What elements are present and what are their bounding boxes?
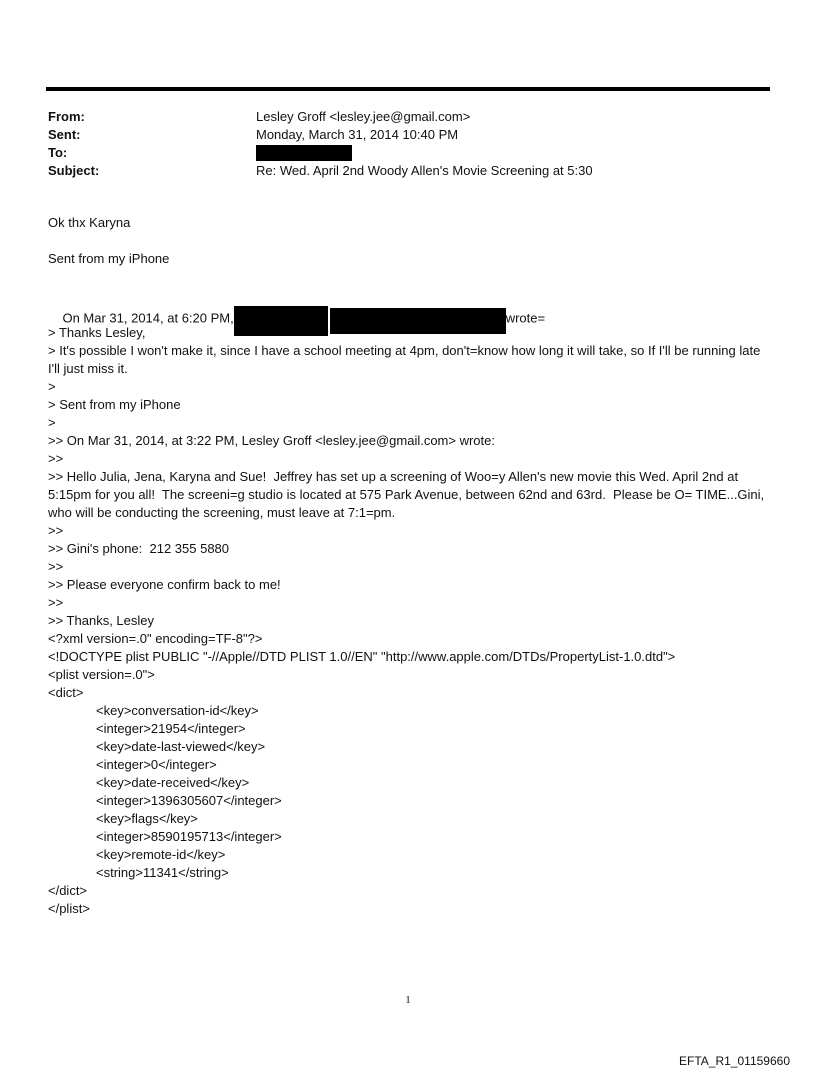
- plist-inner-line: <key>date-received</key>: [96, 775, 250, 790]
- quoted-line: >> On Mar 31, 2014, at 3:22 PM, Lesley Groff <lesley.jee@gmail.com> wrote:: [48, 433, 495, 448]
- on-suffix-text: wrote=: [505, 310, 546, 326]
- plist-inner-line: <integer>1396305607</integer>: [96, 793, 282, 808]
- sender-name-redaction: [234, 306, 328, 336]
- plist-inner-line: <integer>8590195713</integer>: [96, 829, 282, 844]
- plist-close-line: </plist>: [48, 901, 90, 916]
- quoted-line: >: [48, 415, 56, 430]
- quoted-line: >>: [48, 451, 64, 466]
- page-number: 1: [405, 994, 411, 1006]
- plist-inner-line: <string>11341</string>: [96, 865, 229, 880]
- plist-inner-line: <key>date-last-viewed</key>: [96, 739, 266, 754]
- quoted-line: > Thanks Lesley,: [48, 325, 146, 340]
- plist-inner-line: <key>flags</key>: [96, 811, 198, 826]
- on-prefix-text: On Mar 31, 2014, at 6:20 PM,: [62, 310, 234, 326]
- quoted-line: >> Please everyone confirm back to me!: [48, 577, 281, 592]
- signature-text: Sent from my iPhone: [48, 251, 170, 266]
- quoted-line: >>: [48, 595, 64, 610]
- quoted-line: > It's possible I won't make it, since I have a school meeting at 4pm, don't=know how long it will take, so If I'll be running late I'll just miss it.: [48, 343, 764, 376]
- bates-number: EFTA_R1_01159660: [679, 1054, 790, 1068]
- quoted-line: > Sent from my iPhone: [48, 397, 181, 412]
- plist-inner-line: <integer>21954</integer>: [96, 721, 246, 736]
- from-value: Lesley Groff <lesley.jee@gmail.com>: [256, 109, 471, 124]
- plist-inner-line: <key>conversation-id</key>: [96, 703, 259, 718]
- email-body: [48, 214, 772, 918]
- quoted-line: >: [48, 379, 56, 394]
- from-label: From:: [48, 109, 85, 124]
- plist-line: <plist version=.0">: [48, 667, 155, 682]
- quoted-line: >> Hello Julia, Jena, Karyna and Sue! Jeffrey has set up a screening of Woo=y Allen's new movie this Wed. April 2nd at 5:15pm for you all! The screeni=g studio is located at 575 Park Avenue, between 62nd and 63rd. Please be O= TIME...Gini, who will be conducting the screening, must leave at 7:1=pm.: [48, 469, 768, 520]
- header-rule: [46, 87, 770, 91]
- subject-value: Re: Wed. April 2nd Woody Allen's Movie Screening at 5:30: [256, 163, 593, 178]
- subject-label: Subject:: [48, 163, 100, 178]
- reply-text: Ok thx Karyna: [48, 215, 131, 230]
- plist-line: <!DOCTYPE plist PUBLIC "-//Apple//DTD PLIST 1.0//EN" "http://www.apple.com/DTDs/PropertyList-1.0.dtd">: [48, 649, 676, 664]
- plist-close-line: </dict>: [48, 883, 88, 898]
- on-wrote-line: [48, 286, 772, 326]
- plist-inner-line: <key>remote-id</key>: [96, 847, 226, 862]
- quoted-line: >> Gini's phone: 212 355 5880: [48, 541, 230, 556]
- to-label: To:: [48, 145, 68, 160]
- quoted-line: >> Thanks, Lesley: [48, 613, 154, 628]
- plist-block: [48, 630, 772, 918]
- plist-line: <?xml version=.0" encoding=TF-8"?>: [48, 631, 263, 646]
- plist-line: <dict>: [48, 685, 84, 700]
- quoted-line: >>: [48, 559, 64, 574]
- plist-inner-line: <integer>0</integer>: [96, 757, 217, 772]
- sender-email-redaction: [330, 308, 506, 334]
- quoted-block: [48, 324, 772, 630]
- quoted-line: >>: [48, 523, 64, 538]
- sent-value: Monday, March 31, 2014 10:40 PM: [256, 127, 459, 142]
- sent-label: Sent:: [48, 127, 81, 142]
